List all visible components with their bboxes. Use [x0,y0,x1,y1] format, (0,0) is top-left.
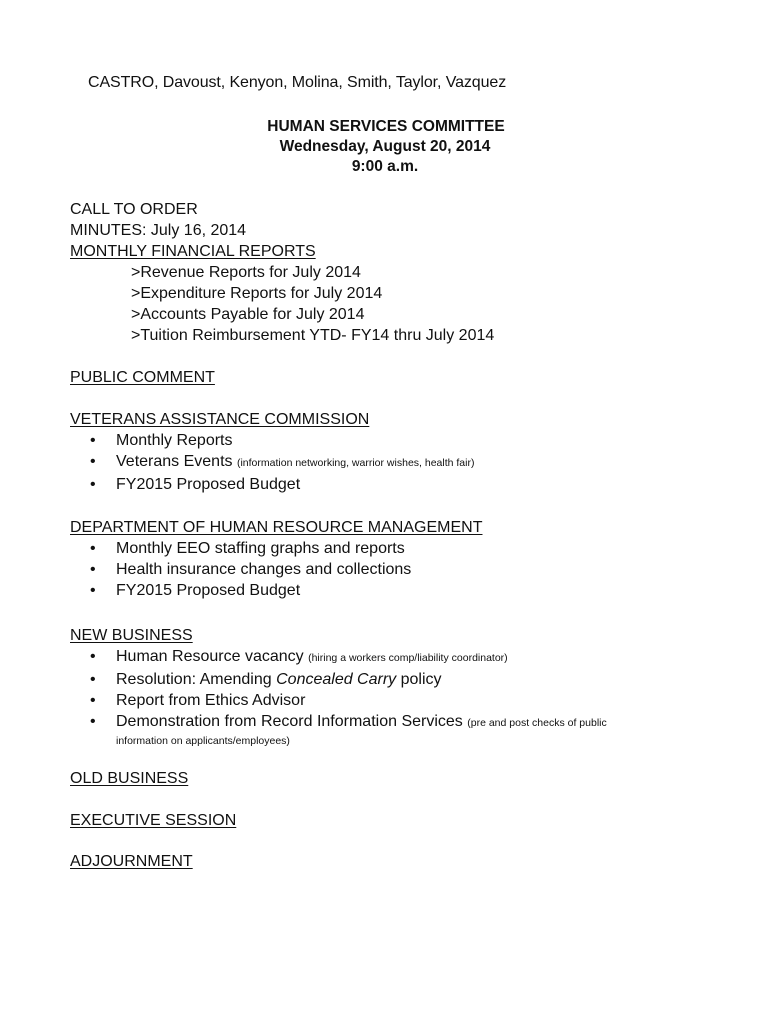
list-item: >Tuition Reimbursement YTD- FY14 thru July 2014 [131,327,495,344]
list-item: • Demonstration from Record Information Services (pre and post checks of public information on applicants/employees) [90,713,607,747]
financial-reports-list [131,262,494,346]
bullet-icon: • [90,540,96,557]
list-item: • Resolution: Amending Concealed Carry policy [90,671,442,688]
hr-heading: DEPARTMENT OF HUMAN RESOURCE MANAGEMENT [70,519,483,536]
financial-reports-heading: MONTHLY FINANCIAL REPORTS [70,243,316,260]
bullet-icon: • [90,561,96,578]
old-business-heading: OLD BUSINESS [70,770,189,787]
bullet-icon: • [90,582,96,599]
meeting-date: Wednesday, August 20, 2014 [279,138,491,155]
list-item: >Revenue Reports for July 2014 [131,264,361,281]
item-note: (information networking, warrior wishes, health fair) [236,457,475,469]
list-item: • FY2015 Proposed Budget [90,582,301,599]
opening-section [70,199,494,346]
list-item: • FY2015 Proposed Budget [90,476,301,493]
committee-title: HUMAN SERVICES COMMITTEE [267,118,505,135]
adjournment-heading: ADJOURNMENT [70,853,193,870]
item-note: (hiring a workers comp/liability coordinator) [308,652,508,664]
list-item: • Human Resource vacancy (hiring a workers comp/liability coordinator) [90,648,508,665]
list-item: • Veterans Events (information networking, warrior wishes, health fair) [90,453,475,470]
item-note: (pre and post checks of public [467,717,607,729]
hr-section [70,517,482,601]
list-item: • Monthly Reports [90,432,233,449]
bullet-icon: • [90,648,96,665]
committee-members: CASTRO, Davoust, Kenyon, Molina, Smith, Taylor, Vazquez [88,74,507,91]
bullet-icon: • [90,453,96,470]
new-business-section [70,625,607,748]
list-item: • Report from Ethics Advisor [90,692,306,709]
new-business-heading: NEW BUSINESS [70,627,193,644]
executive-session-heading: EXECUTIVE SESSION [70,812,237,829]
bullet-icon: • [90,713,96,730]
list-item: • Monthly EEO staffing graphs and reports [90,540,405,557]
public-comment-heading: PUBLIC COMMENT [70,369,215,386]
list-item: >Accounts Payable for July 2014 [131,306,365,323]
list-item: >Expenditure Reports for July 2014 [131,285,383,302]
item-note-continuation: information on applicants/employees) [116,735,290,747]
list-item: • Health insurance changes and collections [90,561,412,578]
minutes-line: MINUTES: July 16, 2014 [70,222,247,239]
bullet-icon: • [90,476,96,493]
meeting-time: 9:00 a.m. [351,158,419,175]
bullet-icon: • [90,432,96,449]
veterans-section [70,409,474,495]
bullet-icon: • [90,692,96,709]
agenda-header [0,117,770,177]
call-to-order: CALL TO ORDER [70,201,198,218]
veterans-heading: VETERANS ASSISTANCE COMMISSION [70,411,370,428]
bullet-icon: • [90,671,96,688]
